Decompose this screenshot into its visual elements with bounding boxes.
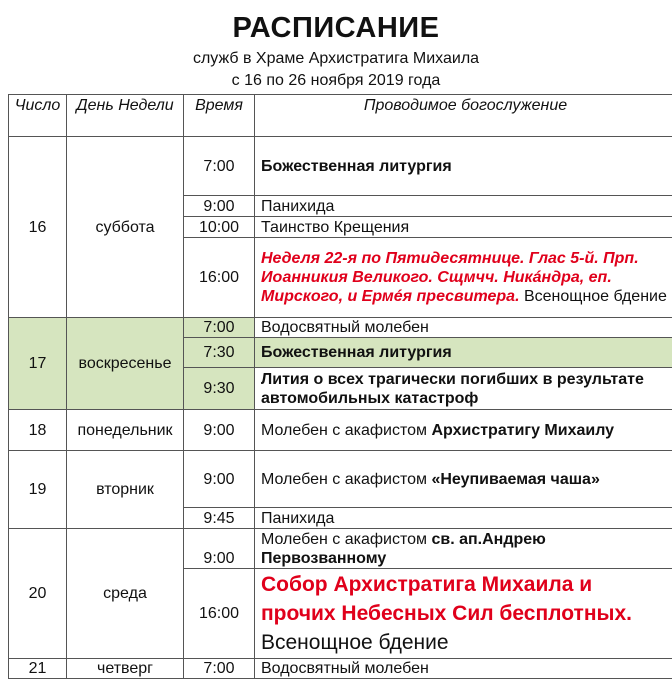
col-header-time: Время	[184, 95, 255, 137]
service-text: Молебен с акафистом	[261, 470, 432, 488]
service-time: 7:00	[184, 659, 255, 679]
service-name	[255, 238, 672, 318]
service-dedication: св. ап.Андрею Первозванному	[261, 530, 546, 567]
service-text: Божественная литургия	[261, 157, 452, 175]
day-name: суббота	[67, 137, 184, 318]
service-dedication: Архистратигу Михаилу	[431, 421, 615, 439]
day-name: четверг	[67, 659, 184, 679]
service-time: 7:00	[184, 137, 255, 196]
page-title: РАСПИСАНИЕ	[232, 12, 440, 44]
service-name	[255, 410, 672, 451]
service-time: 16:00	[184, 569, 255, 659]
service-time: 10:00	[184, 217, 255, 238]
table-header-row	[9, 95, 672, 137]
col-header-day: День Недели	[67, 95, 184, 137]
day-number: 21	[9, 659, 67, 679]
service-name: Таинство Крещения	[255, 217, 672, 238]
service-text: Всенощное бдение	[519, 288, 667, 305]
col-header-service: Проводимое богослужение	[255, 95, 672, 137]
service-name	[255, 569, 672, 659]
service-time: 7:00	[184, 318, 255, 338]
service-name	[255, 529, 672, 569]
table-row	[9, 410, 672, 451]
day-number: 19	[9, 451, 67, 529]
service-text: Лития о всех трагически погибших в результате автомобильных катастроф	[261, 370, 644, 407]
day-name: понедельник	[67, 410, 184, 451]
service-name	[255, 368, 672, 410]
service-time: 9:00	[184, 529, 255, 569]
day-number: 18	[9, 410, 67, 451]
service-name	[255, 137, 672, 196]
service-dedication: «Неупиваемая чаша»	[431, 470, 600, 488]
service-name: Водосвятный молебен	[255, 318, 672, 338]
service-time: 9:00	[184, 451, 255, 508]
day-number: 17	[9, 318, 67, 410]
day-number: 16	[9, 137, 67, 318]
service-name	[255, 451, 672, 508]
service-text: Всенощное бдение	[261, 631, 449, 654]
service-text: Божественная литургия	[261, 344, 452, 361]
page-subtitle: служб в Храме Архистратига Михаила	[192, 50, 480, 67]
service-time: 9:30	[184, 368, 255, 410]
table-row	[9, 137, 672, 196]
service-name: Панихида	[255, 196, 672, 217]
date-range: с 16 по 26 ноября 2019 года	[231, 72, 441, 89]
table-row	[9, 529, 672, 569]
service-name: Панихида	[255, 508, 672, 529]
day-number: 20	[9, 529, 67, 659]
feast-text: Неделя 22-я по Пятидесятнице. Глас 5-й. Прп. Иоанникия Великого. Сщмчч. Никáндра, еп. Мирского, и Ермéя пресвитера.	[261, 250, 639, 305]
feast-text: Собор Архистратига Михаила и прочих Небесных Сил бесплотных.	[261, 573, 632, 625]
schedule-table	[8, 94, 672, 679]
table-row	[9, 659, 672, 679]
service-text: Молебен с акафистом	[261, 421, 432, 439]
col-header-number: Число	[9, 95, 67, 137]
service-time: 9:00	[184, 410, 255, 451]
table-row	[9, 318, 672, 338]
service-text: Молебен с акафистом	[261, 530, 432, 548]
day-name: воскресенье	[67, 318, 184, 410]
service-time: 9:45	[184, 508, 255, 529]
day-name: среда	[67, 529, 184, 659]
service-time: 16:00	[184, 238, 255, 318]
day-name: вторник	[67, 451, 184, 529]
service-time: 7:30	[184, 338, 255, 368]
service-name: Водосвятный молебен	[255, 659, 672, 679]
service-name	[255, 338, 672, 368]
service-time: 9:00	[184, 196, 255, 217]
table-row	[9, 451, 672, 508]
